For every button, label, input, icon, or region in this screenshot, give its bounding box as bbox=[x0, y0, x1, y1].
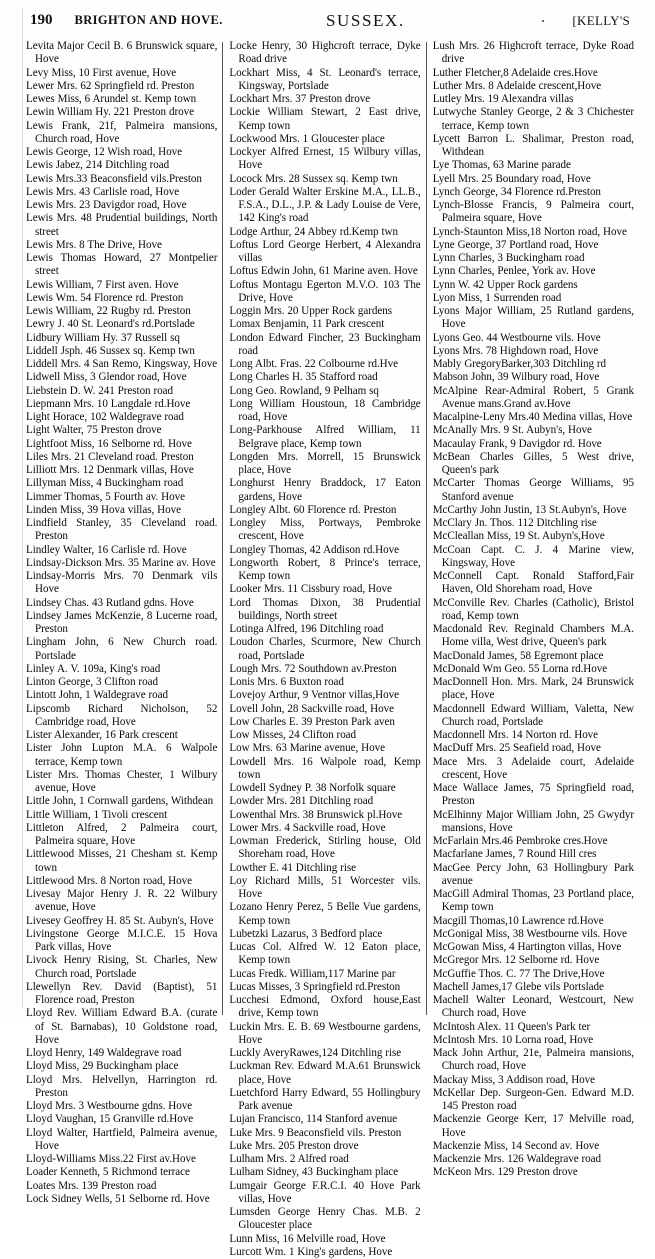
directory-entry: Lloyd Henry, 149 Waldegrave road bbox=[26, 1047, 182, 1059]
directory-entry: Longley Thomas, 42 Addison rd.Hove bbox=[229, 543, 399, 556]
directory-entry: Longhurst Henry Braddock, 17 Eaton gardens, Hove bbox=[229, 477, 421, 503]
directory-entry: Lindsay-Dickson Mrs. 35 Marine av. Hove bbox=[26, 556, 216, 569]
directory-entry: Lidbury William Hy. 37 Russell sq bbox=[26, 331, 180, 344]
directory-entry: McDonald Wm Geo. 55 Lorna rd.Hove bbox=[432, 662, 608, 675]
directory-entry: Lynn W. 42 Upper Rock gardens bbox=[432, 278, 578, 291]
directory-entry: Lower Mrs. 4 Sackville road, Hove bbox=[229, 821, 386, 834]
directory-entry: Lister Alexander, 16 Park crescent bbox=[26, 729, 178, 741]
directory-entry: Lewis Mrs. 8 The Drive, Hove bbox=[26, 238, 162, 251]
directory-entry: Lewer Mrs. 62 Springfield rd. Preston bbox=[26, 79, 195, 92]
directory-entry: Longley Miss, Portways, Pembroke crescent, Hove bbox=[229, 517, 421, 543]
directory-entry: Lozano Henry Perez, 5 Belle Vue gardens, Kemp town bbox=[229, 901, 421, 927]
directory-entry: McAlpine Rear-Admiral Robert, 5 Grank Avenue mans.Grand av.Hove bbox=[432, 384, 634, 410]
directory-entry: Low Mrs. 63 Marine avenue, Hove bbox=[229, 742, 385, 755]
directory-entry: Loftus Edwin John, 61 Marine aven. Hove bbox=[229, 265, 418, 278]
directory-entry: Macfarlane James, 7 Round Hill cres bbox=[432, 848, 597, 861]
entry-list-3 bbox=[433, 40, 634, 1180]
directory-entry: Lomax Benjamin, 11 Park crescent bbox=[229, 318, 385, 331]
directory-entry: Lidwell Miss, 3 Glendor road, Hove bbox=[26, 371, 187, 384]
directory-entry: MacGee Percy John, 63 Hollingbury Park avenue bbox=[432, 861, 634, 887]
directory-entry: MacGill Admiral Thomas, 23 Portland place, Kemp town bbox=[432, 888, 634, 914]
directory-entry: Lucchesi Edmond, Oxford house,East drive, Kemp town bbox=[229, 994, 421, 1020]
directory-entry: Lynn Charles, 3 Buckingham road bbox=[432, 252, 585, 264]
entry-list-1 bbox=[26, 40, 217, 1206]
directory-entry: Lindley Walter, 16 Carlisle rd. Hove bbox=[26, 543, 187, 556]
directory-entry: Looker Mrs. 11 Cissbury road, Hove bbox=[229, 583, 392, 596]
directory-entry: Lynn Charles, Penlee, York av. Hove bbox=[432, 265, 596, 278]
directory-entry: Lunn Miss, 16 Melville road, Hove bbox=[229, 1232, 386, 1245]
directory-entry: McGuffie Thos. C. 77 The Drive,Hove bbox=[432, 967, 605, 980]
directory-entry: Lister John Lupton M.A. 6 Walpole terrace, Kemp town bbox=[26, 742, 218, 768]
directory-entry: Linley A. V. 109a, King's road bbox=[26, 662, 161, 675]
directory-entry: Lingham John, 6 New Church road. Portslade bbox=[26, 636, 218, 662]
directory-entry: Lucas Fredk. William,117 Marine par bbox=[229, 967, 396, 980]
directory-entry: Lewis Mrs. 23 Davigdor road, Hove bbox=[26, 199, 187, 211]
directory-entry: Lough Mrs. 72 Southdown av.Preston bbox=[229, 662, 397, 675]
directory-entry: Lucas Col. Alfred W. 12 Eaton place, Kemp town bbox=[229, 941, 421, 967]
directory-entry: Lewry J. 40 St. Leonard's rd.Portslade bbox=[26, 318, 195, 331]
directory-entry: Liepmann Mrs. 10 Langdale rd.Hove bbox=[26, 397, 191, 410]
directory-entry: Limmer Thomas, 5 Fourth av. Hove bbox=[26, 490, 186, 503]
directory-entry: Machell James,17 Glebe vils Portslade bbox=[432, 980, 604, 993]
directory-entry: Lilliott Mrs. 12 Denmark villas, Hove bbox=[26, 464, 194, 476]
directory-entry: Little John, 1 Cornwall gardens, Withdean bbox=[26, 795, 214, 808]
directory-entry: Long William Houstoun, 18 Cambridge road, Hove bbox=[229, 397, 421, 423]
directory-entry: Macdonnell Mrs. 14 Norton rd. Hove bbox=[432, 729, 599, 741]
directory-entry: Mackay Miss, 3 Addison road, Hove bbox=[432, 1073, 596, 1086]
directory-entry: Lyons Geo. 44 Westbourne vils. Hove bbox=[432, 331, 601, 344]
directory-column-2 bbox=[223, 40, 425, 1259]
directory-entry: Lurcott Wm. 1 King's gardens, Hove bbox=[229, 1245, 393, 1258]
directory-entry: Longden Mrs. Morrell, 15 Brunswick place, Hove bbox=[229, 450, 421, 476]
entry-list-2 bbox=[229, 40, 420, 1259]
directory-column-1 bbox=[26, 40, 222, 1206]
directory-entry: Luke Mrs. 9 Beaconsfield vils. Preston bbox=[229, 1126, 402, 1139]
directory-entry: Lipscomb Richard Nicholson, 52 Cambridge road, Hove bbox=[26, 702, 218, 728]
directory-entry: Loggin Mrs. 20 Upper Rock gardens bbox=[229, 305, 392, 317]
directory-entry: MacDuff Mrs. 25 Seafield road, Hove bbox=[432, 742, 601, 755]
directory-entry: McFarlain Mrs.46 Pembroke cres.Hove bbox=[432, 835, 608, 847]
directory-entry: McAnally Mrs. 9 St. Aubyn's, Hove bbox=[432, 424, 592, 437]
directory-entry: Lewes Miss, 6 Arundel st. Kemp town bbox=[26, 93, 197, 105]
directory-entry: Lutwyche Stanley George, 2 & 3 Chichester terrace, Kemp town bbox=[432, 106, 634, 132]
directory-entry: Lubetzki Lazarus, 3 Bedford place bbox=[229, 927, 383, 940]
header-dot bbox=[542, 20, 544, 22]
directory-entry: Lynch-Staunton Miss,18 Norton road, Hove bbox=[432, 225, 627, 238]
directory-entry: Lewis Frank, 21f, Palmeira mansions, Church road, Hove bbox=[26, 119, 218, 145]
directory-entry: Long Albt. Fras. 22 Colbourne rd.Hve bbox=[229, 358, 399, 370]
directory-entry: Macalpine-Leny Mrs.40 Medina villas, Hove bbox=[432, 411, 633, 423]
directory-entry: Lucas Misses, 3 Springfield rd.Preston bbox=[229, 980, 401, 993]
directory-entry: Lillyman Miss, 4 Buckingham road bbox=[26, 477, 184, 490]
directory-entry: Lumsden George Henry Chas. M.B. 2 Gloucester place bbox=[229, 1206, 421, 1232]
running-head-publisher: [KELLY'S bbox=[572, 13, 630, 28]
directory-entry: McIntosh Mrs. 10 Lorna road, Hove bbox=[432, 1033, 594, 1046]
directory-entry: McKeon Mrs. 129 Preston drove bbox=[432, 1166, 578, 1179]
directory-entry: Long Geo. Rowland, 9 Pelham sq bbox=[229, 384, 379, 397]
directory-entry: Liddell Jsph. 46 Sussex sq. Kemp twn bbox=[26, 344, 195, 357]
directory-entry: Lumgair George F.R.C.I. 40 Hove Park villas, Hove bbox=[229, 1179, 421, 1205]
directory-entry: Mackenzie George Kerr, 17 Melville road, Hove bbox=[432, 1113, 634, 1139]
directory-entry: Loftus Montagu Egerton M.V.O. 103 The Drive, Hove bbox=[229, 278, 421, 304]
directory-entry: Loudon Charles, Scurmore, New Church road, Portslade bbox=[229, 636, 421, 662]
directory-entry: Lewis Wm. 54 Florence rd. Preston bbox=[26, 291, 184, 304]
directory-entry: McCleallan Miss, 19 St. Aubyn's,Hove bbox=[432, 530, 605, 543]
directory-entry: Macaulay Frank, 9 Davigdor rd. Hove bbox=[432, 437, 602, 450]
directory-entry: Loy Richard Mills, 51 Worcester vils. Hove bbox=[229, 874, 421, 900]
directory-entry: McElhinny Major William John, 25 Gwydyr mansions, Hove bbox=[432, 808, 634, 834]
directory-entry: McCarter Thomas George Williams, 95 Stanford avenue bbox=[432, 477, 634, 503]
directory-entry: Lotinga Alfred, 196 Ditchling road bbox=[229, 623, 384, 635]
directory-entry: Lyon Miss, 1 Surrenden road bbox=[432, 291, 562, 304]
directory-entry: Lowenthal Mrs. 38 Brunswick pl.Hove bbox=[229, 808, 403, 821]
directory-entry: Longley Albt. 60 Florence rd. Preston bbox=[229, 503, 397, 516]
directory-entry: Levita Major Cecil B. 6 Brunswick square, Hove bbox=[26, 40, 218, 66]
directory-entry: Lloyd Rev. William Edward B.A. (curate of St. Barnabas), 10 Goldstone road, Hove bbox=[26, 1007, 218, 1046]
directory-entry: Lloyd Mrs. Helvellyn, Harrington rd. Preston bbox=[26, 1073, 218, 1099]
directory-entry: McCarthy John Justin, 13 St.Aubyn's, Hove bbox=[432, 503, 627, 516]
directory-entry: Liles Mrs. 21 Cleveland road. Preston bbox=[26, 450, 194, 463]
directory-entry: Livingstone George M.I.C.E. 15 Hova Park villas, Hove bbox=[26, 927, 218, 953]
directory-entry: Lovejoy Arthur, 9 Ventnor villas,Hove bbox=[229, 689, 399, 702]
directory-entry: Lockyer Alfred Ernest, 15 Wilbury villas, Hove bbox=[229, 146, 421, 172]
directory-entry: Lyne George, 37 Portland road, Hove bbox=[432, 238, 599, 251]
directory-entry: Macdonnell Edward William, Valetta, New Church road, Portslade bbox=[432, 702, 634, 728]
directory-entry: Longworth Robert, 8 Prince's terrace, Kemp town bbox=[229, 556, 421, 582]
directory-entry: Livesey Geoffrey H. 85 St. Aubyn's, Hove bbox=[26, 914, 214, 927]
directory-entry: Luckly AveryRawes,124 Ditchling rise bbox=[229, 1047, 402, 1059]
directory-entry: MacDonald James, 58 Egremont place bbox=[432, 649, 604, 662]
directory-entry: Mably GregoryBarker,303 Ditchling rd bbox=[432, 358, 607, 370]
directory-entry: Loates Mrs. 139 Preston road bbox=[26, 1179, 157, 1192]
directory-entry: Lutley Mrs. 19 Alexandra villas bbox=[432, 93, 574, 105]
directory-entry: Mack John Arthur, 21e, Palmeira mansions, Church road, Hove bbox=[432, 1047, 634, 1073]
directory-entry: Lulham Sidney, 43 Buckingham place bbox=[229, 1166, 399, 1179]
directory-entry: Lewis William, 22 Rugby rd. Preston bbox=[26, 305, 191, 317]
directory-entry: Lujan Francisco, 114 Stanford avenue bbox=[229, 1113, 398, 1126]
directory-entry: Lewis Jabez, 214 Ditchling road bbox=[26, 159, 170, 172]
directory-entry: Lynch George, 34 Florence rd.Preston bbox=[432, 185, 601, 198]
directory-entry: Lockwood Mrs. 1 Gloucester place bbox=[229, 132, 385, 145]
directory-entry: McConnell Capt. Ronald Stafford,Fair Haven, Old Shoreham road, Hove bbox=[432, 570, 634, 596]
directory-entry: Mace Wallace James, 75 Springfield road, Preston bbox=[432, 782, 634, 808]
directory-entry: Littlewood Mrs. 8 Norton road, Hove bbox=[26, 874, 192, 887]
directory-entry: Linton George, 3 Clifton road bbox=[26, 676, 158, 688]
directory-entry: Lloyd Miss, 29 Buckingham place bbox=[26, 1060, 179, 1073]
directory-entry: Littlewood Misses, 21 Chesham st. Kemp town bbox=[26, 848, 218, 874]
directory-entry: McGregor Mrs. 12 Selborne rd. Hove bbox=[432, 954, 600, 967]
running-head-county: SUSSEX. bbox=[326, 11, 405, 30]
directory-entry: Lindsey James McKenzie, 8 Lucerne road, Preston bbox=[26, 609, 218, 635]
directory-entry: Linden Miss, 39 Hova villas, Hove bbox=[26, 503, 181, 516]
directory-entry: Luckman Rev. Edward M.A.61 Brunswick place, Hove bbox=[229, 1060, 421, 1086]
directory-entry: Lockhart Miss, 4 St. Leonard's terrace, Kingsway, Portslade bbox=[229, 66, 421, 92]
directory-entry: McGowan Miss, 4 Hartington villas, Hove bbox=[432, 941, 622, 953]
page-number: 190 bbox=[30, 12, 53, 28]
directory-entry: Lewis Thomas Howard, 27 Montpelier street bbox=[26, 252, 218, 278]
directory-entry: Lulham Mrs. 2 Alfred road bbox=[229, 1153, 349, 1165]
directory-entry: Loader Kenneth, 5 Richmond terrace bbox=[26, 1166, 190, 1179]
directory-entry: McCoan Capt. C. J. 4 Marine view, Kingsway, Hove bbox=[432, 543, 634, 569]
directory-entry: Low Misses, 24 Clifton road bbox=[229, 729, 357, 741]
directory-entry: Lye Thomas, 63 Marine parade bbox=[432, 159, 571, 172]
directory-entry: Loder Gerald Walter Erskine M.A., LL.B., F.S.A., D.L., J.P. & Lady Louise de Vere, 142 King's road bbox=[229, 185, 421, 225]
directory-entry: Lewis William, 7 First aven. Hove bbox=[26, 278, 179, 291]
directory-entry: Locke Henry, 30 Highcroft terrace, Dyke Road drive bbox=[229, 40, 421, 66]
directory-entry: London Edward Fincher, 23 Buckingham road bbox=[229, 331, 421, 357]
directory-entry: Lush Mrs. 26 Highcroft terrace, Dyke Road drive bbox=[432, 40, 634, 66]
directory-entry: Lister Mrs. Thomas Chester, 1 Wilbury avenue, Hove bbox=[26, 768, 218, 794]
directory-entry: Long Charles H. 35 Stafford road bbox=[229, 371, 378, 384]
directory-entry: Little William, 1 Tivoli crescent bbox=[26, 808, 168, 821]
directory-entry: Levy Miss, 10 First avenue, Hove bbox=[26, 66, 177, 79]
directory-entry: Liddell Mrs. 4 San Remo, Kingsway, Hove bbox=[26, 358, 218, 370]
directory-entry: Luckin Mrs. E. B. 69 Westbourne gardens, Hove bbox=[229, 1020, 421, 1046]
directory-entry: Lyell Mrs. 25 Boundary road, Hove bbox=[432, 172, 591, 185]
directory-entry: Lowdell Sydney P. 38 Norfolk square bbox=[229, 782, 396, 794]
directory-entry: Lovell John, 28 Sackville road, Hove bbox=[229, 702, 394, 715]
directory-entry: Livesay Major Henry J. R. 22 Wilbury avenue, Hove bbox=[26, 888, 218, 914]
directory-entry: Lowdell Mrs. 16 Walpole road, Kemp town bbox=[229, 755, 421, 781]
directory-entry: Luther Fletcher,8 Adelaide cres.Hove bbox=[432, 66, 598, 79]
directory-entry: Lockhart Mrs. 37 Preston drove bbox=[229, 93, 371, 105]
directory-entry: Macdonald Rev. Reginald Chambers M.A. Home villa, West drive, Queen's park bbox=[432, 623, 634, 649]
directory-entry: Lewis Mrs. 43 Carlisle road, Hove bbox=[26, 185, 180, 198]
directory-entry: Lloyd Vaughan, 15 Granville rd.Hove bbox=[26, 1113, 194, 1126]
directory-entry: McBean Charles Gilles, 5 West drive, Queen's park bbox=[432, 450, 634, 476]
directory-entry: Lowman Frederick, Stirling house, Old Shoreham road, Hove bbox=[229, 835, 421, 861]
directory-entry: McConville Rev. Charles (Catholic), Bristol road, Kemp town bbox=[432, 596, 634, 622]
directory-entry: Liebstein D. W. 241 Preston road bbox=[26, 384, 173, 397]
directory-entry: Lewin William Hy. 221 Preston drove bbox=[26, 106, 194, 119]
directory-entry: Machell Walter Leonard, Westcourt, New Church road, Hove bbox=[432, 994, 634, 1020]
directory-entry: Light Walter, 75 Preston drove bbox=[26, 424, 162, 437]
directory-entry: Mackenzie Miss, 14 Second av. Hove bbox=[432, 1139, 600, 1152]
directory-entry: Lonis Mrs. 6 Buxton road bbox=[229, 676, 344, 688]
directory-entry: Lloyd-Williams Miss.22 First av.Hove bbox=[26, 1153, 196, 1165]
directory-entry: Lintott John, 1 Waldegrave road bbox=[26, 689, 169, 702]
directory-entry: Lockie William Stewart, 2 East drive, Kemp town bbox=[229, 106, 421, 132]
directory-entry: Mace Mrs. 3 Adelaide court, Adelaide crescent, Hove bbox=[432, 755, 634, 781]
directory-entry: McClary Jn. Thos. 112 Ditchling rise bbox=[432, 517, 597, 529]
directory-entry: Light Horace, 102 Waldegrave road bbox=[26, 411, 184, 423]
directory-entry: Llewellyn Rev. David (Baptist), 51 Florence road, Preston bbox=[26, 980, 218, 1006]
directory-entry: Macgill Thomas,10 Lawrence rd.Hove bbox=[432, 914, 604, 927]
scan-edge-line bbox=[22, 8, 23, 1008]
directory-entry: Lock Sidney Wells, 51 Selborne rd. Hove bbox=[26, 1192, 210, 1205]
directory-entry: McKellar Dep. Surgeon-Gen. Edward M.D. 145 Preston road bbox=[432, 1086, 634, 1112]
directory-entry: Lewis Mrs. 48 Prudential buildings, North street bbox=[26, 212, 218, 238]
directory-entry: Low Charles E. 39 Preston Park aven bbox=[229, 715, 395, 728]
directory-entry: Livock Henry Rising, St. Charles, New Church road, Portslade bbox=[26, 954, 218, 980]
directory-entry: Littleton Alfred, 2 Palmeira court, Palmeira square, Hove bbox=[26, 821, 218, 847]
directory-entry: Lindsey Chas. 43 Rutland gdns. Hove bbox=[26, 596, 194, 609]
directory-entry: Lyons Major William, 25 Rutland gardens, Hove bbox=[432, 305, 634, 331]
directory-columns bbox=[26, 40, 634, 1258]
directory-entry: MacDonnell Hon. Mrs. Mark, 24 Brunswick place, Hove bbox=[432, 676, 634, 702]
directory-entry: Mabson John, 39 Wilbury road, Hove bbox=[432, 371, 600, 384]
directory-entry: Lewis George, 12 Wish road, Hove bbox=[26, 146, 182, 158]
directory-entry: Lewis Mrs.33 Beaconsfield vils.Preston bbox=[26, 172, 202, 185]
directory-entry: Luther Mrs. 8 Adelaide crescent,Hove bbox=[432, 79, 602, 92]
directory-entry: Lynch-Blosse Francis, 9 Palmeira court, Palmeira square, Hove bbox=[432, 199, 634, 225]
directory-entry: Long-Parkhouse Alfred William, 11 Belgrave place, Kemp town bbox=[229, 424, 421, 450]
directory-entry: Lowther E. 41 Ditchling rise bbox=[229, 861, 356, 874]
directory-entry: Lyons Mrs. 78 Highdown road, Hove bbox=[432, 344, 599, 357]
directory-entry: Locock Mrs. 28 Sussex sq. Kemp twn bbox=[229, 172, 398, 185]
directory-entry: Lloyd Walter, Hartfield, Palmeira avenue, Hove bbox=[26, 1126, 218, 1152]
running-head bbox=[30, 12, 630, 36]
directory-column-3 bbox=[427, 40, 634, 1180]
directory-entry: Lindsay-Morris Mrs. 70 Denmark vils Hove bbox=[26, 570, 218, 596]
directory-entry: McIntosh Alex. 11 Queen's Park ter bbox=[432, 1020, 591, 1033]
directory-entry: Lloyd Mrs. 3 Westbourne gdns. Hove bbox=[26, 1100, 193, 1112]
directory-entry: Lowder Mrs. 281 Ditchling road bbox=[229, 795, 374, 808]
directory-entry: Lycett Barron L. Shalimar, Preston road, Withdean bbox=[432, 132, 634, 158]
directory-entry: Lightfoot Miss, 16 Selborne rd. Hove bbox=[26, 437, 192, 450]
directory-entry: Lodge Arthur, 24 Abbey rd.Kemp twn bbox=[229, 225, 398, 238]
directory-entry: Lord Thomas Dixon, 38 Prudential buildings, North street bbox=[229, 596, 421, 622]
running-head-place: BRIGHTON AND HOVE. bbox=[74, 13, 223, 27]
directory-entry: McGonigal Miss, 38 Westbourne vils. Hove bbox=[432, 927, 627, 940]
directory-entry: Lindfield Stanley, 35 Cleveland road. Preston bbox=[26, 517, 218, 543]
directory-entry: Luke Mrs. 205 Preston drove bbox=[229, 1139, 359, 1152]
directory-entry: Luetchford Harry Edward, 55 Hollingbury Park avenue bbox=[229, 1086, 421, 1112]
directory-entry: Loftus Lord George Herbert, 4 Alexandra villas bbox=[229, 238, 421, 264]
directory-entry: Mackenzie Mrs. 126 Waldegrave road bbox=[432, 1153, 602, 1165]
